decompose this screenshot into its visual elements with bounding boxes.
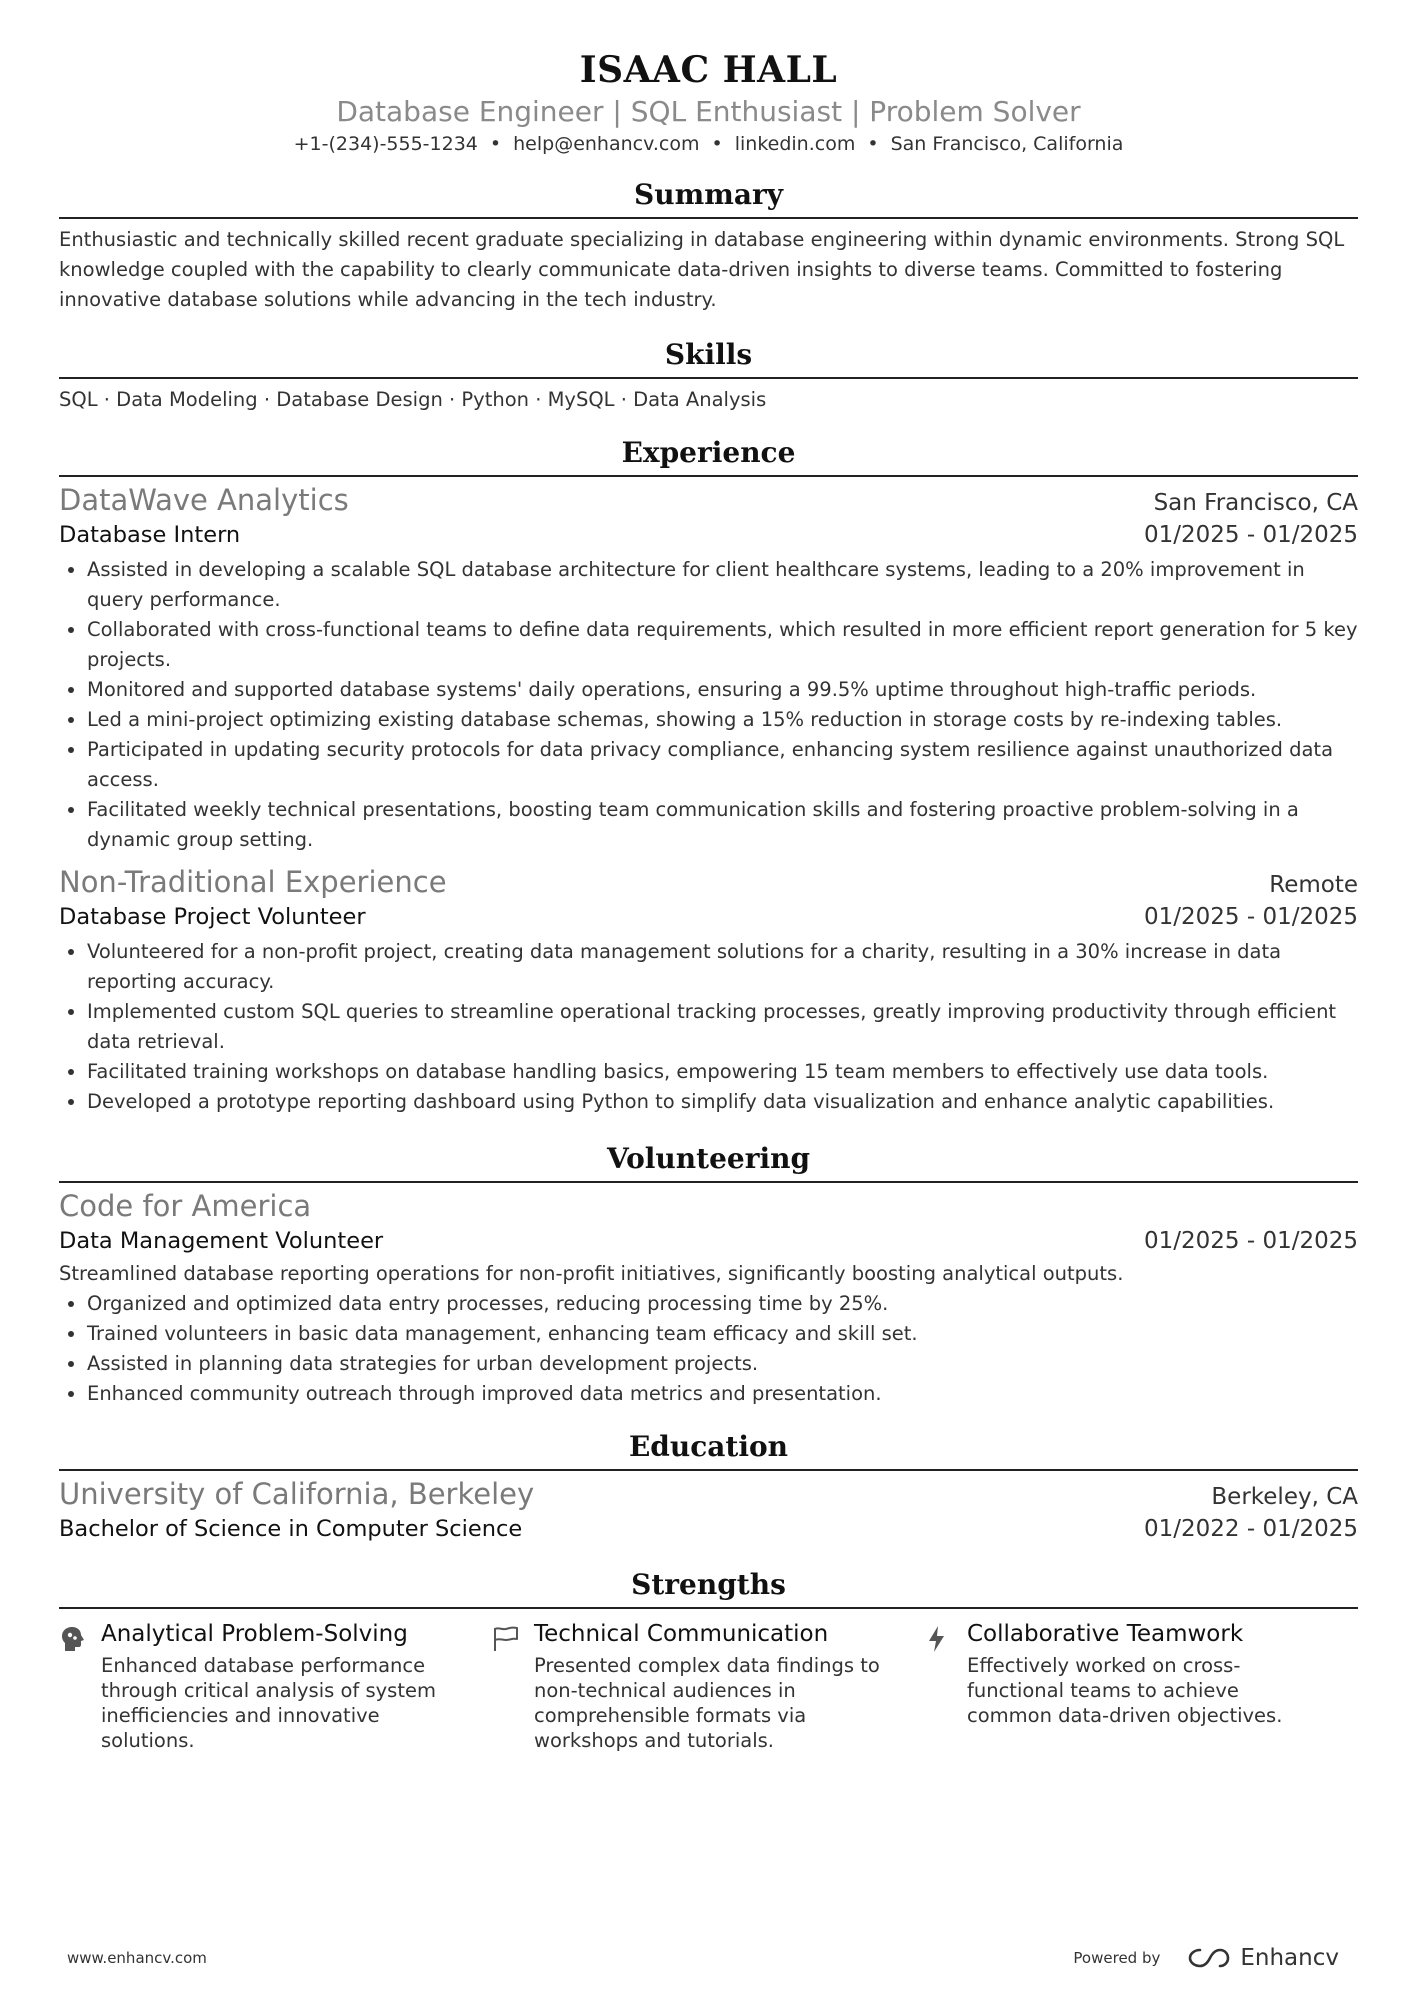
footer-website-link[interactable]: www.enhancv.com <box>67 1949 207 1967</box>
enhancv-brand-name: Enhancv <box>1240 1945 1339 1971</box>
phone[interactable]: +1-(234)-555-1234 <box>293 133 478 155</box>
powered-by-label: Powered by <box>1073 1949 1161 1967</box>
strength-item <box>59 1619 492 1753</box>
company-name: DataWave Analytics <box>59 483 349 517</box>
organization-name: Code for America <box>59 1189 312 1223</box>
list-item: • Assisted in developing a scalable SQL database architecture for client healthcare systems, leading to a 20% improvement in query performance. <box>87 555 1358 615</box>
section-title-summary: Summary <box>59 175 1358 219</box>
email-link[interactable]: help@enhancv.com <box>513 133 700 155</box>
enhancv-brand-link[interactable] <box>1186 1945 1339 1971</box>
company-name: Non-Traditional Experience <box>59 865 447 899</box>
contact-line <box>59 130 1358 158</box>
strength-title: Analytical Problem-Solving <box>101 1621 408 1647</box>
list-item: • Enhanced community outreach through improved data metrics and presentation. <box>87 1379 1358 1409</box>
job-title: Database Project Volunteer <box>59 904 366 930</box>
job-dates: 01/2025 - 01/2025 <box>1143 904 1358 930</box>
section-title-skills: Skills <box>59 335 1358 379</box>
list-item: • Led a mini-project optimizing existing database schemas, showing a 15% reduction in storage costs by re-indexing tables. <box>87 705 1358 735</box>
strength-item <box>925 1619 1358 1753</box>
resume-page <box>59 46 1358 1753</box>
strength-description: Enhanced database performance through critical analysis of system inefficiencies and innovative solutions. <box>101 1654 436 1752</box>
skills-list: SQL · Data Modeling · Database Design · Python · MySQL · Data Analysis <box>59 388 767 411</box>
strengths-section <box>59 1565 1358 1753</box>
education-section <box>59 1427 1358 1545</box>
headline: Database Engineer | SQL Enthusiast | Problem Solver <box>336 95 1081 128</box>
list-item: • Monitored and supported database systems' daily operations, ensuring a 99.5% uptime throughout high-traffic periods. <box>87 675 1358 705</box>
job-dates: 01/2025 - 01/2025 <box>1143 522 1358 548</box>
experience-section <box>59 433 1358 1117</box>
list-item: • Facilitated weekly technical presentations, boosting team communication skills and fostering proactive problem-solving in a dynamic group setting. <box>87 795 1358 855</box>
candidate-name: ISAAC HALL <box>579 49 838 91</box>
strength-title: Collaborative Teamwork <box>967 1621 1244 1647</box>
volunteering-entry <box>59 1187 1358 1409</box>
volunteer-description: Streamlined database reporting operations for non-profit initiatives, significantly boosting analytical outputs. <box>59 1262 1124 1285</box>
section-title-strengths: Strengths <box>59 1565 1358 1609</box>
list-item: • Assisted in planning data strategies for urban development projects. <box>87 1349 1358 1379</box>
volunteer-dates: 01/2025 - 01/2025 <box>1143 1228 1358 1254</box>
skills-section <box>59 335 1358 415</box>
separator-dot: • <box>489 133 502 155</box>
experience-entry <box>59 481 1358 855</box>
summary-section <box>59 175 1358 315</box>
list-item: • Developed a prototype reporting dashboard using Python to simplify data visualization and enhance analytic capabilities. <box>87 1087 1358 1117</box>
strength-item <box>492 1619 925 1753</box>
experience-entry <box>59 863 1358 1117</box>
bullet-list <box>59 1289 1358 1409</box>
list-item: • Volunteered for a non-profit project, creating data management solutions for a charity, resulting in a 30% increase in data reporting accuracy. <box>87 937 1358 997</box>
education-dates: 01/2022 - 01/2025 <box>1143 1516 1358 1542</box>
school-location: Berkeley, CA <box>1211 1484 1358 1510</box>
list-item: • Trained volunteers in basic data management, enhancing team efficacy and skill set. <box>87 1319 1358 1349</box>
bullet-list <box>59 937 1358 1117</box>
list-item: • Facilitated training workshops on database handling basics, empowering 15 team members to effectively use data tools. <box>87 1057 1358 1087</box>
section-title-volunteering: Volunteering <box>59 1139 1358 1183</box>
strength-title: Technical Communication <box>534 1621 829 1647</box>
list-item: • Collaborated with cross-functional teams to define data requirements, which resulted in more efficient report generation for 5 key projects. <box>87 615 1358 675</box>
strength-description: Effectively worked on cross-functional teams to achieve common data-driven objectives. <box>967 1654 1283 1727</box>
list-item: • Organized and optimized data entry processes, reducing processing time by 25%. <box>87 1289 1358 1319</box>
lightning-icon <box>925 1619 967 1753</box>
list-item: • Participated in updating security protocols for data privacy compliance, enhancing system resilience against unauthorized data access. <box>87 735 1358 795</box>
school-name: University of California, Berkeley <box>59 1477 535 1511</box>
flag-icon <box>492 1619 534 1753</box>
location: San Francisco, California <box>890 133 1124 155</box>
education-entry <box>59 1475 1358 1545</box>
degree: Bachelor of Science in Computer Science <box>59 1516 523 1542</box>
volunteer-role: Data Management Volunteer <box>59 1228 384 1254</box>
strength-description: Presented complex data findings to non-technical audiences in comprehensible formats via workshops and tutorials. <box>534 1654 880 1752</box>
volunteering-section <box>59 1139 1358 1409</box>
linkedin-link[interactable]: linkedin.com <box>734 133 856 155</box>
section-title-experience: Experience <box>59 433 1358 477</box>
enhancv-logo-icon <box>1186 1946 1232 1970</box>
bullet-list <box>59 555 1358 855</box>
separator-dot: • <box>711 133 723 155</box>
list-item: • Implemented custom SQL queries to streamline operational tracking processes, greatly improving productivity through efficient data retrieval. <box>87 997 1358 1057</box>
brain-head-icon <box>59 1619 101 1753</box>
job-title: Database Intern <box>59 522 241 548</box>
summary-text: Enthusiastic and technically skilled recent graduate specializing in database engineering within dynamic environments. Strong SQL knowledge coupled with the capability to clearly communicate data-driven insights to diverse teams. Committed to fostering innovative database solutions while advancing in the tech industry. <box>59 228 1345 311</box>
separator-dot: • <box>867 133 879 155</box>
job-location: San Francisco, CA <box>1153 490 1358 516</box>
job-location: Remote <box>1269 872 1358 898</box>
section-title-education: Education <box>59 1427 1358 1471</box>
footer <box>67 1945 1339 1971</box>
